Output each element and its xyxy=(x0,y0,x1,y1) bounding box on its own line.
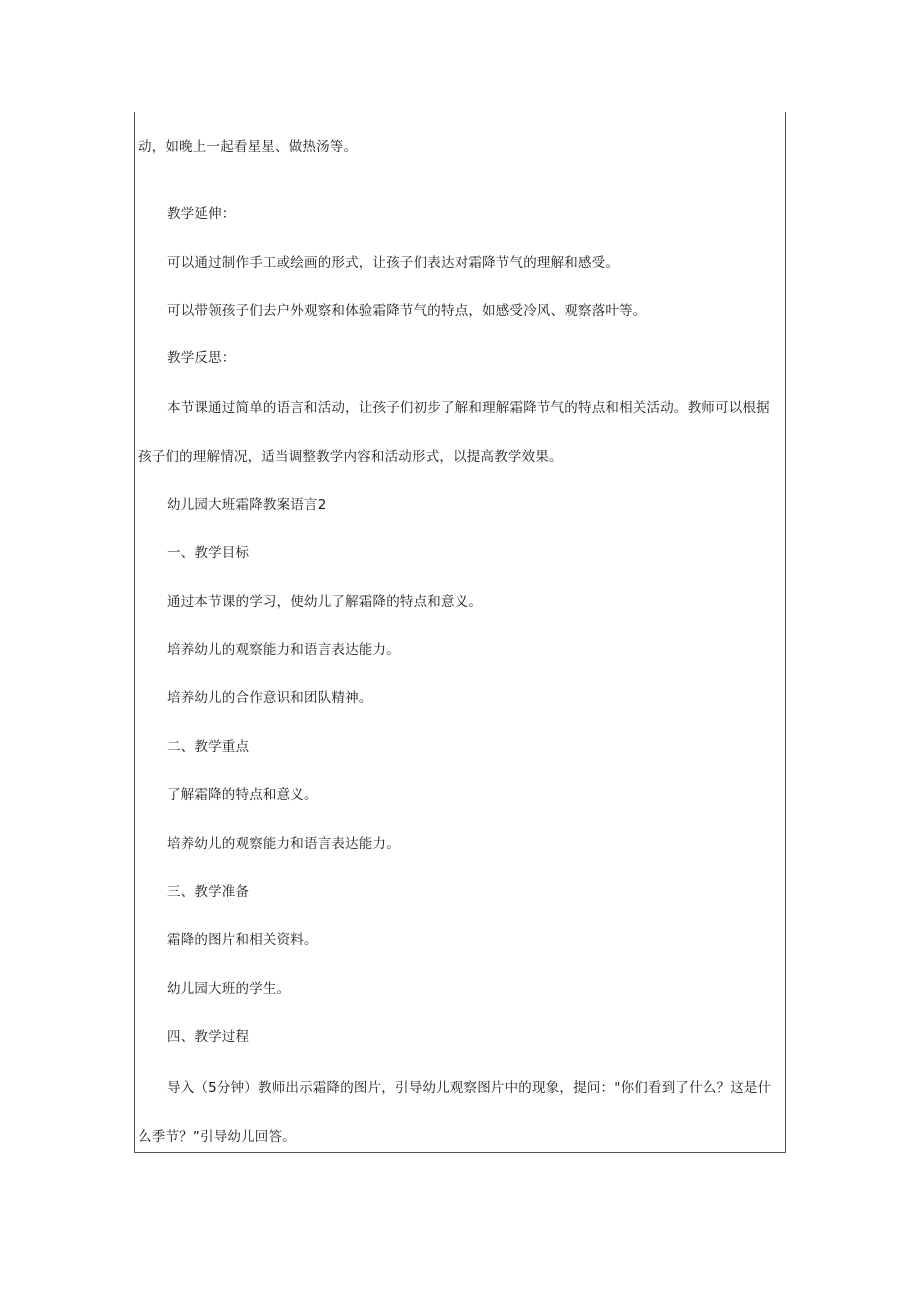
section-heading-goals: 一、教学目标 xyxy=(167,545,250,561)
list-item: 培养幼儿的观察能力和语言表达能力。 xyxy=(167,642,400,658)
text-line: 可以通过制作手工或绘画的形式，让孩子们表达对霜降节气的理解和感受。 xyxy=(167,255,620,271)
text-line: 本节课通过简单的语言和活动，让孩子们初步了解和理解霜降节气的特点和相关活动。教师可以根据 xyxy=(167,400,770,416)
document-frame xyxy=(134,112,786,1153)
list-item: 通过本节课的学习，使幼儿了解霜降的特点和意义。 xyxy=(167,594,483,610)
section-heading-preparation: 三、教学准备 xyxy=(167,884,250,900)
text-line: 么季节？”引导幼儿回答。 xyxy=(138,1129,296,1145)
text-line: 导入（5分钟）教师出示霜降的图片，引导幼儿观察图片中的现象，提问："你们看到了什么？这是什 xyxy=(167,1080,772,1096)
list-item: 了解霜降的特点和意义。 xyxy=(167,787,318,803)
section-heading-reflection: 教学反思： xyxy=(167,350,236,366)
text-line: 动，如晚上一起看星星、做热汤等。 xyxy=(138,139,358,155)
list-item: 霜降的图片和相关资料。 xyxy=(167,932,318,948)
text-line: 孩子们的理解情况，适当调整教学内容和活动形式，以提高教学效果。 xyxy=(138,449,563,465)
list-item: 培养幼儿的合作意识和团队精神。 xyxy=(167,690,373,706)
list-item: 幼儿园大班的学生。 xyxy=(167,981,291,997)
text-line: 可以带领孩子们去户外观察和体验霜降节气的特点，如感受冷风、观察落叶等。 xyxy=(167,303,647,319)
section-heading-extension: 教学延伸： xyxy=(167,206,236,222)
section-heading-focus: 二、教学重点 xyxy=(167,739,250,755)
lesson-title: 幼儿园大班霜降教案语言2 xyxy=(167,497,327,513)
section-heading-process: 四、教学过程 xyxy=(167,1029,250,1045)
list-item: 培养幼儿的观察能力和语言表达能力。 xyxy=(167,836,400,852)
